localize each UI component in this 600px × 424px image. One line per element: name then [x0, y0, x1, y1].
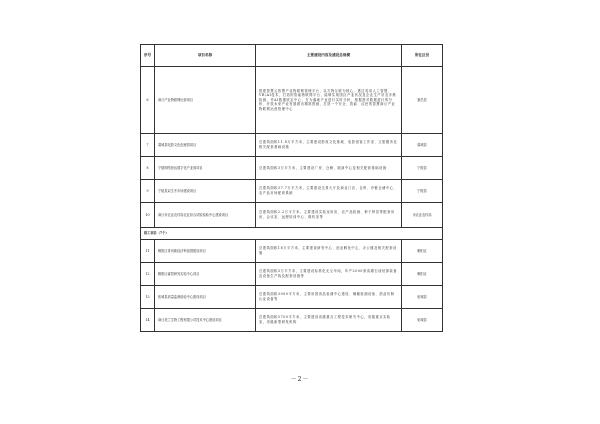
cell-no: 7: [141, 134, 155, 157]
cell-no: 14: [141, 309, 155, 332]
cell-location: 柘城县: [402, 286, 443, 309]
cell-no: 8: [141, 157, 155, 180]
cell-content: 总建筑面积37.7万平方米，主要建设交易大厅及商业门店、仓库、冷链仓储中心、农产品市场配套系统: [256, 180, 402, 203]
table-row: [141, 240, 443, 263]
table-row: [141, 263, 443, 286]
cell-content: 总建筑面积3万平方米，主要建设厂房、仓储、展演中心及相关配套基础设施: [256, 157, 402, 180]
table-row: [141, 157, 443, 180]
header-no: 序号: [141, 45, 155, 67]
header-content: 主要建设内容及建设总规模: [256, 45, 402, 67]
page-number: －2－: [290, 376, 310, 383]
cell-no: 6: [141, 67, 155, 134]
cell-content: 搭建智慧云智慧产业物联网管理平台，以万物互联为核心，透过英用人工智慧、VR/AI技术，打造的智能物联网平台，能够实现国区产业状况及企业生产状态多维检测，并AI数据收定中心，打为落地产业进行实时分析，根据需对数据进行的分析、开放未来产业发展做出精准预测，打造一个安全、智能、汉民的智慧商丘产业物联网运营管理中心: [256, 67, 402, 134]
cell-location: 虞城县: [402, 134, 443, 157]
cell-name: 商丘产业物联网运营项目: [155, 67, 256, 134]
cell-name: 商丘市农业农村局农业综合试验检验中心建设项目: [155, 203, 256, 228]
table-row: [141, 67, 443, 134]
table-header-row: [141, 45, 443, 67]
cell-name: 睢阳区青河新经济科创园建设项目: [155, 240, 256, 263]
cell-content: 总建筑面积11.8万平方米，主要建设影视文化基地、电影创客工作室、文旅服务及相关配套基础设施: [256, 134, 402, 157]
project-table: [140, 44, 443, 332]
cell-name: 虞城县电影文化创意园项目: [155, 134, 256, 157]
table-row: [141, 203, 443, 228]
header-name: 项目名称: [155, 45, 256, 67]
cell-name: 宁陵县双生冬市场建设项目: [155, 180, 256, 203]
cell-location: 宁陵县: [402, 157, 443, 180]
cell-location: 宁陵县: [402, 180, 443, 203]
table-row: [141, 180, 443, 203]
cell-location: 市农业农村局: [402, 203, 443, 228]
cell-no: 11: [141, 240, 155, 263]
cell-no: 10: [141, 203, 155, 228]
cell-location: 睢阳区: [402, 263, 443, 286]
cell-location: 夏邑县: [402, 67, 443, 134]
cell-content: 总建筑面积3万平方米，主要建设标准化无尘车间，年产2000套高端石油钻探装备及设备生产线及配套设施等: [256, 263, 402, 286]
cell-content: 总建筑面积5700平方米，主要建设省级重点工程技术研究中心，省级重点实验室，省级新型研发机构: [256, 309, 402, 332]
cell-content: 总建筑面积2.2万平方米，主要建设实验室用房、农产品检测、种子种苗等配套用房、会议室、远程培训中心、微机室等: [256, 203, 402, 228]
cell-name: 睢阳区睿控研发实验中心项目: [155, 263, 256, 286]
cell-no: 9: [141, 180, 155, 203]
section-title: 续工项目（7个）: [141, 228, 443, 240]
cell-content: 总建筑面积3000平方米，主要用园食品检测中心建设、辣椒检测设备、药品仿制认证设备等: [256, 286, 402, 309]
section-row: [141, 228, 443, 240]
header-location: 所在区县: [402, 45, 443, 67]
cell-name: 宁陵网络营运数字化产业园项目: [155, 157, 256, 180]
cell-name: 柘城县质量监督检验中心建设项目: [155, 286, 256, 309]
cell-no: 13: [141, 286, 155, 309]
table-row: [141, 134, 443, 157]
table-row: [141, 309, 443, 332]
cell-location: 柘城县: [402, 309, 443, 332]
cell-content: 总建筑面积18万平方米，主要建设研发中心、创业孵化中心、办公楼及相关配套设施: [256, 240, 402, 263]
cell-location: 睢阳区: [402, 240, 443, 263]
cell-name: 商丘美兰生物工程有限公司技术中心建设项目: [155, 309, 256, 332]
table-row: [141, 286, 443, 309]
cell-no: 12: [141, 263, 155, 286]
